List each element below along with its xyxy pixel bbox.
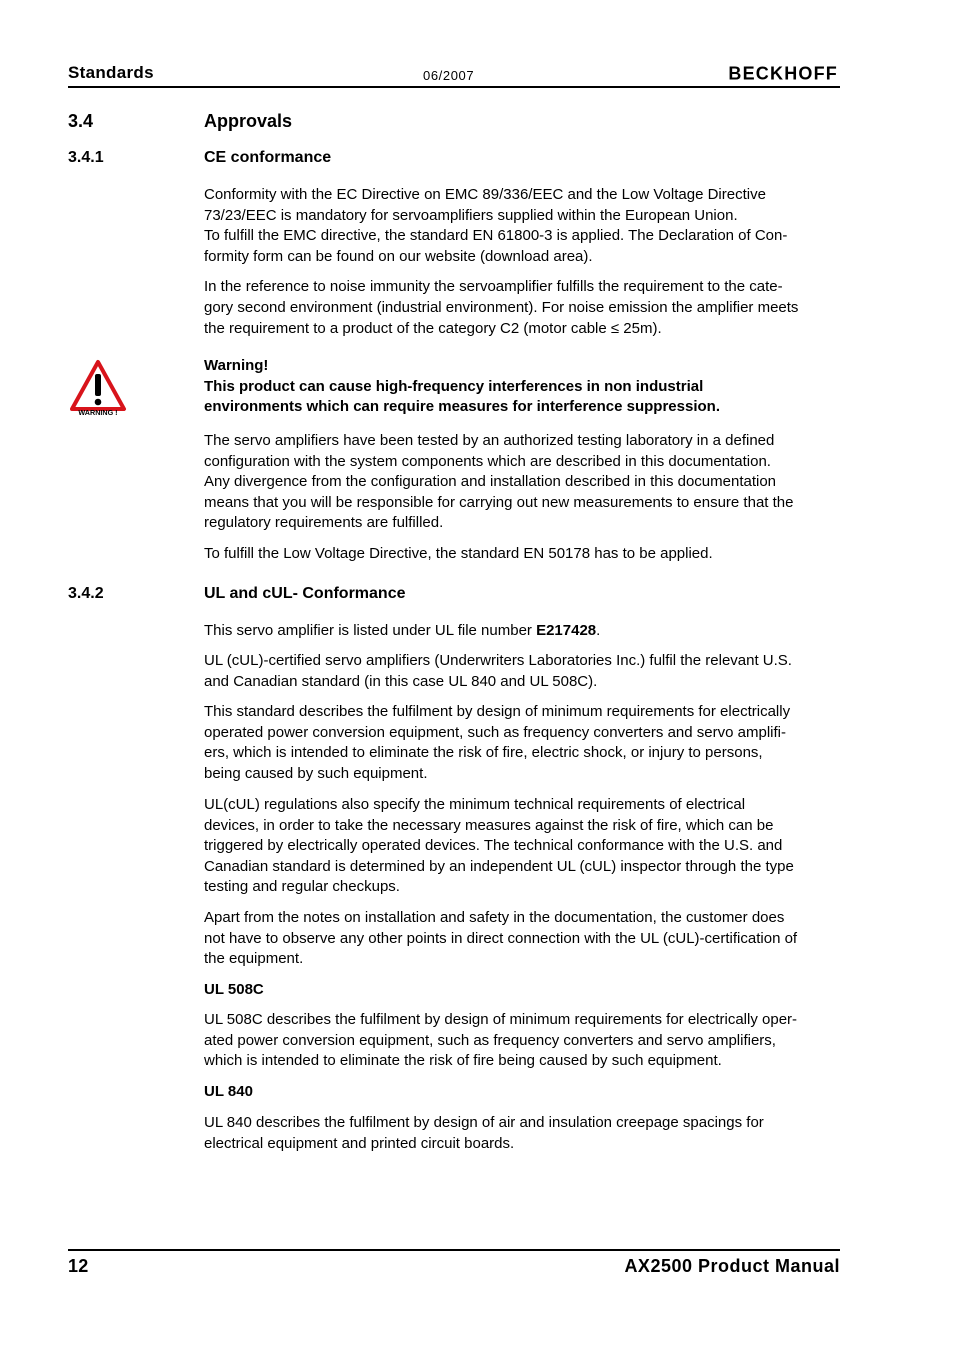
text-line: UL 840 describes the fulfilment by design of air and insulation creepage spacings for (204, 1114, 764, 1131)
ul508c-heading (204, 980, 844, 1001)
text-line: 73/23/EEC is mandatory for servoamplifiers supplied within the European Union. (204, 206, 738, 224)
text-span: . (596, 622, 601, 639)
text-line: operated power conversion equipment, such as frequency converters and servo amplifi- (204, 723, 786, 741)
text-line: UL (cUL)-certified servo amplifiers (Underwriters Laboratories Inc.) fulfil the relevant U.S. (204, 652, 792, 669)
text-line: devices, in order to take the necessary measures against the risk of fire, which can be (204, 816, 774, 834)
text-line (204, 621, 844, 642)
text-line: Conformity with the EC Directive on EMC 89/336/EEC and the Low Voltage Directive (204, 186, 766, 203)
subsection-title: CE conformance (204, 149, 332, 166)
text-line: formity form can be found on our website (download area). (204, 247, 593, 265)
page-number: 12 (68, 1256, 89, 1276)
text-line: In the reference to noise immunity the servoamplifier fulfills the requirement to the cate- (204, 278, 783, 295)
text-line: the equipment. (204, 950, 304, 968)
warning-icon-label: WARNING ! (78, 408, 118, 417)
subsection-title: UL and cUL- Conformance (204, 585, 406, 602)
footer-rule (68, 1249, 840, 1251)
text-line: ers, which is intended to eliminate the risk of fire, electric shock, or injury to persons, (204, 744, 763, 762)
text-line: which is intended to eliminate the risk of fire being caused by such equipment. (204, 1052, 722, 1070)
paragraph-low-voltage (204, 544, 844, 565)
paragraph-ul-file (204, 621, 844, 642)
paragraph-standard-description (204, 702, 844, 784)
text-line: UL 508C describes the fulfilment by design of minimum requirements for electrically oper- (204, 1011, 798, 1028)
paragraph-ul-regulations (204, 795, 844, 898)
warning-text: environments which can require measures for interference suppression. (204, 398, 720, 416)
text-line: Apart from the notes on installation and safety in the documentation, the customer does (204, 909, 785, 926)
paragraph-ul-certified (204, 651, 844, 692)
text-line: the requirement to a product of the category C2 (motor cable ≤ 25m). (204, 320, 662, 338)
text-line: configuration with the system components which are described in this documentation. (204, 452, 771, 470)
ul840-heading (204, 1082, 844, 1103)
text-line: To fulfill the EMC directive, the standard EN 61800-3 is applied. The Declaration of Con- (204, 227, 788, 245)
text-line: gory second environment (industrial environment). For noise emission the amplifier meets (204, 298, 799, 316)
paragraph-ul840 (204, 1113, 844, 1154)
text-line: UL 508C (204, 981, 264, 998)
warning-text: This product can cause high-frequency interferences in non industrial (204, 377, 704, 395)
text-line: UL(cUL) regulations also specify the minimum technical requirements of electrical (204, 796, 746, 813)
manual-title: AX2500 Product Manual (624, 1256, 840, 1276)
header-section-title: Standards (68, 63, 154, 82)
paragraph-ul508c (204, 1010, 844, 1072)
paragraph-installation-notes (204, 908, 844, 970)
warning-title: Warning! (204, 357, 269, 374)
text-line: means that you will be responsible for carrying out new measurements to ensure that the (204, 493, 794, 511)
text-line: UL 840 (204, 1083, 253, 1100)
text-line: ated power conversion equipment, such as frequency converters and servo amplifiers, (204, 1031, 776, 1049)
text-line: electrical equipment and printed circuit boards. (204, 1134, 515, 1152)
text-line: regulatory requirements are fulfilled. (204, 514, 444, 532)
text-line: This standard describes the fulfilment by design of minimum requirements for electrically (204, 703, 791, 720)
text-line: not have to observe any other points in direct connection with the UL (cUL)-certification of (204, 929, 798, 947)
section-number: 3.4 (68, 111, 94, 131)
subsection-number: 3.4.2 (68, 585, 104, 602)
text-line: triggered by electrically operated devices. The technical conformance with the U.S. and (204, 837, 783, 855)
warning-block (204, 356, 844, 418)
paragraph-ce-directive (204, 185, 844, 267)
brand-logo: BECKHOFF (728, 62, 838, 84)
section-title: Approvals (204, 111, 293, 131)
text-line: and Canadian standard (in this case UL 840 and UL 508C). (204, 672, 598, 690)
paragraph-noise-immunity (204, 277, 844, 340)
header-date: 06/2007 (423, 68, 475, 83)
text-line: Canadian standard is determined by an independent UL (cUL) inspector through the type (204, 857, 794, 875)
text-line: Any divergence from the configuration and installation described in this documentation (204, 473, 777, 491)
subsection-number: 3.4.1 (68, 149, 104, 166)
header-rule (68, 86, 840, 88)
text-line: being caused by such equipment. (204, 764, 428, 782)
paragraph-testing (204, 431, 844, 534)
warning-icon (69, 359, 127, 417)
text-line: testing and regular checkups. (204, 878, 400, 896)
text-span: This servo amplifier is listed under UL file number (204, 622, 537, 639)
ul-file-number: E217428 (536, 622, 597, 639)
text-line: The servo amplifiers have been tested by an authorized testing laboratory in a defined (204, 432, 775, 449)
text-line: To fulfill the Low Voltage Directive, the standard EN 50178 has to be applied. (204, 545, 713, 562)
